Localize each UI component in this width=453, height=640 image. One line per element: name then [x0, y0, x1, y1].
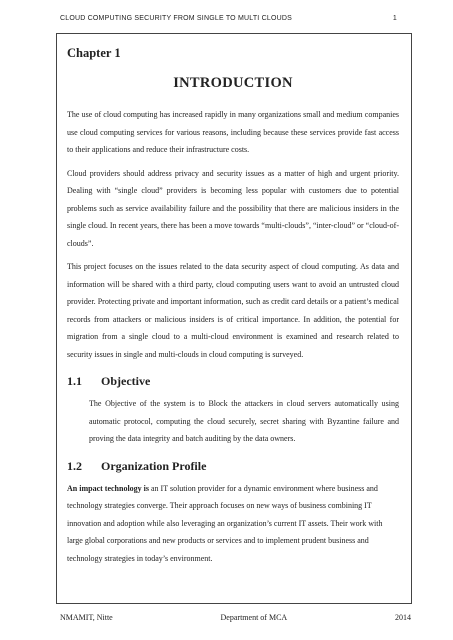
organization-lead: An impact technology is [67, 483, 149, 493]
section-heading-organization [67, 459, 399, 474]
section-number: 1.2 [67, 458, 82, 473]
section-title: Objective [101, 374, 151, 388]
organization-paragraph [67, 480, 399, 568]
section-title: Organization Profile [101, 458, 207, 473]
intro-paragraph-1: The use of cloud computing has increased rapidly in many organizations small and medium companies use cloud computing services for various reasons, including because these services provide fast access to their applications and reduce their infrastructure costs. [67, 110, 399, 154]
intro-paragraph-2: Cloud providers should address privacy and security issues as a matter of high and urgent priority. Dealing with “single cloud” providers is becoming less popular with customers due to potential problems such as service availability failure and the possibility that there are malicious insiders in the single cloud. In recent years, there has been a move towards “multi-clouds”, “inter-cloud” or “cloud-of-clouds”. [67, 168, 399, 248]
intro-paragraph-3: This project focuses on the issues related to the data security aspect of cloud computing. As data and information will be shared with a third party, cloud computing users want to avoid an untrusted cloud provider. Protecting private and important information, such as credit card details or a patient’s medical records from attackers or malicious insiders is of critical importance. In addition, the potential for migration from a single cloud to a multi-cloud environment is examined and research related to security issues in single and multi-clouds in cloud computing is surveyed. [67, 262, 399, 359]
footer-institution: NMAMIT, Nitte [60, 613, 113, 622]
page-number: 1 [392, 15, 397, 22]
section-heading-objective [67, 374, 399, 389]
chapter-label: Chapter 1 [67, 46, 121, 60]
page-content [67, 46, 399, 573]
footer-year: 2014 [394, 613, 411, 622]
page-title: INTRODUCTION [173, 75, 293, 91]
section-number: 1.1 [67, 374, 82, 388]
running-header [60, 15, 397, 22]
footer-department: Department of MCA [220, 613, 288, 622]
organization-profile [67, 480, 399, 568]
running-title: CLOUD COMPUTING SECURITY FROM SINGLE TO MULTI CLOUDS [60, 15, 292, 22]
organization-text: an IT solution provider for a dynamic environment where business and technology strategies converge. Their approach focuses on new ways of business combining IT innovation and adoption while also leveraging an organization’s current IT assets. Their work with large global corporations and new products or services and to implement prudent business and technology strategies in today’s environment. [67, 483, 383, 563]
objective-paragraph: The Objective of the system is to Block the attackers in cloud servers automatically using automatic protocol, computing the cloud securely, secret sharing with Byzantine failure and proving the data integrity and batch auditing by the data owners. [89, 399, 399, 443]
page-footer [60, 613, 411, 622]
